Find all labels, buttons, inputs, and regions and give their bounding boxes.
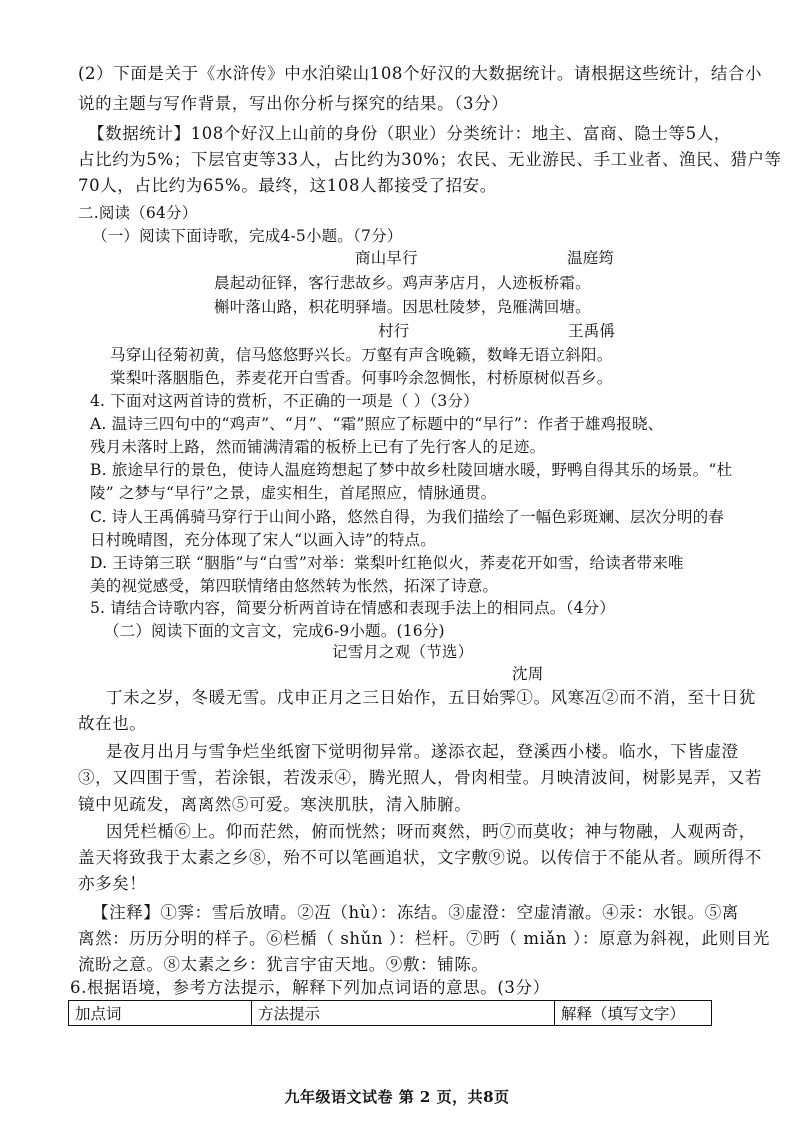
page-footer: 九年级语文试卷 第 2 页，共8页 <box>284 1088 510 1106</box>
para2-line1: 是夜月出月与雪争烂坐纸窗下觉明彻异常。遂添衣起，登溪西小楼。临水，下皆虚澄 <box>106 742 739 761</box>
poem1-author: 温庭筠 <box>567 249 615 267</box>
q6-answer-table <box>68 1000 712 1026</box>
poem2-line2: 棠梨叶落胭脂色，荞麦花开白雪香。何事吟余忽惆怅，村桥原树似吾乡。 <box>110 369 613 387</box>
notes-line2: 离然：历历分明的样子。⑥栏楯（ shǔn ）：栏杆。⑦眄（ miǎn ）：原意为斜视，此则目光 <box>78 929 770 948</box>
q6-stem: 6.根据语境，参考方法提示，解释下列加点词语的意思。(3分） <box>70 978 550 997</box>
poem1-line2: 槲叶落山路，枳花明驿墙。因思杜陵梦，凫雁满回塘。 <box>214 298 591 316</box>
part2-title: （二）阅读下面的文言文，完成6-9小题。(16分) <box>104 622 445 640</box>
q4-option-c-line2: 日村晚晴图，充分体现了宋人“以画入诗”的特点。 <box>90 531 436 549</box>
text-title: 记雪月之观（节选） <box>332 643 474 661</box>
para3-line1: 因凭栏楯⑥上。仰而茫然，俯而恍然；呀而爽然，眄⑦而莫收；神与物融，人观两奇， <box>106 822 756 841</box>
col-header-word: 加点词 <box>69 1001 252 1026</box>
para3-line2: 盖天将致我于太素之乡⑧，殆不可以笔画追状，文字敷⑨说。以传信于不能从者。顾所得不 <box>78 848 762 867</box>
q3-2-data-line2: 占比约为5%；下层官吏等33人，占比约为30%；农民、无业游民、手工业者、渔民、猎户等 <box>78 150 782 169</box>
q4-option-b-line1: B. 旅途早行的景色，使诗人温庭筠想起了梦中故乡杜陵回塘水暖，野鸭自得其乐的场景。“杜 <box>90 461 733 479</box>
q4-option-d-line2: 美的视觉感受，第四联情绪由悠然转为怅然，拓深了诗意。 <box>90 577 499 595</box>
q4-option-d-line1: D. 王诗第三联 “胭脂”与“白雪”对举：棠梨叶红艳似火，荞麦花开如雪，给读者带来唯 <box>90 554 684 572</box>
q4-option-a-line2: 残月未落时上路，然而铺满清霜的板桥上已有了先行客人的足迹。 <box>90 438 546 456</box>
part1-title: （一）阅读下面诗歌，完成4-5小题。（7分） <box>92 227 403 245</box>
para2-line2: ③，又四围于雪，若涂银，若泼汞④，腾光照人，骨肉相莹。月映清波间，树影晃弄，又若 <box>78 768 762 787</box>
notes-line1: 【注释】①霁：雪后放晴。②冱（hù）：冻结。③虚澄：空虚清澈。④汞：水银。⑤离 <box>92 903 739 922</box>
para3-line3: 亦多矣！ <box>78 874 147 893</box>
q3-2-line1: (2）下面是关于《水浒传》中水泊梁山108个好汉的大数据统计。请根据这些统计，结合小 <box>78 64 763 83</box>
poem2-author: 王禹偁 <box>568 322 616 340</box>
col-header-explanation: 解释（填写文字） <box>555 1001 712 1026</box>
q3-2-data-line3: 70人，占比约为65%。最终，这108人都接受了招安。 <box>78 176 497 195</box>
q3-2-line2: 说的主题与写作背景，写出你分析与探究的结果。（3分） <box>78 94 509 113</box>
q5-stem: 5. 请结合诗歌内容，简要分析两首诗在情感和表现手法上的相同点。（4分） <box>90 599 616 617</box>
q4-option-c-line1: C. 诗人王禹偁骑马穿行于山间小路，悠然自得，为我们描绘了一幅色彩斑斓、层次分明的春 <box>90 508 725 526</box>
q4-option-a-line1: A. 温诗三四句中的“鸡声”、“月”、“霜”照应了标题中的“早行”：作者于雄鸡报晓、 <box>90 415 664 433</box>
poem1-line1: 晨起动征铎，客行悲故乡。鸡声茅店月，人迹板桥霜。 <box>214 274 591 292</box>
col-header-hint: 方法提示 <box>252 1001 555 1026</box>
para1-line2: 故在也。 <box>78 714 147 733</box>
q3-2-data-line1: 【数据统计】108个好汉上山前的身份（职业）分类统计：地主、富商、隐士等5人， <box>88 124 731 143</box>
table-row <box>69 1001 712 1026</box>
poem1-title: 商山早行 <box>355 249 418 267</box>
poem2-title: 村行 <box>378 322 410 340</box>
q4-stem: 4. 下面对这两首诗的赏析，不正确的一项是（ ）（3分） <box>90 392 479 410</box>
section2-title: 二.阅读（64分） <box>78 204 198 222</box>
para2-line3: 镜中见疏发，离离然⑤可爱。寒浃肌肤，清入肺腑。 <box>78 795 472 814</box>
poem2-line1: 马穿山径菊初黄，信马悠悠野兴长。万壑有声含晚籁，数峰无语立斜阳。 <box>110 346 613 364</box>
notes-line3: 流盼之意。⑧太素之乡：犹言宇宙天地。⑨敷：铺陈。 <box>78 955 489 974</box>
q4-option-b-line2: 陵” 之梦与“早行”之景，虚实相生，首尾照应，情脉通贯。 <box>90 484 497 502</box>
text-author: 沈周 <box>512 665 544 683</box>
para1-line1: 丁未之岁，冬暖无雪。戊申正月之三日始作，五日始霁①。风寒冱②而不消，至十日犹 <box>106 688 756 707</box>
